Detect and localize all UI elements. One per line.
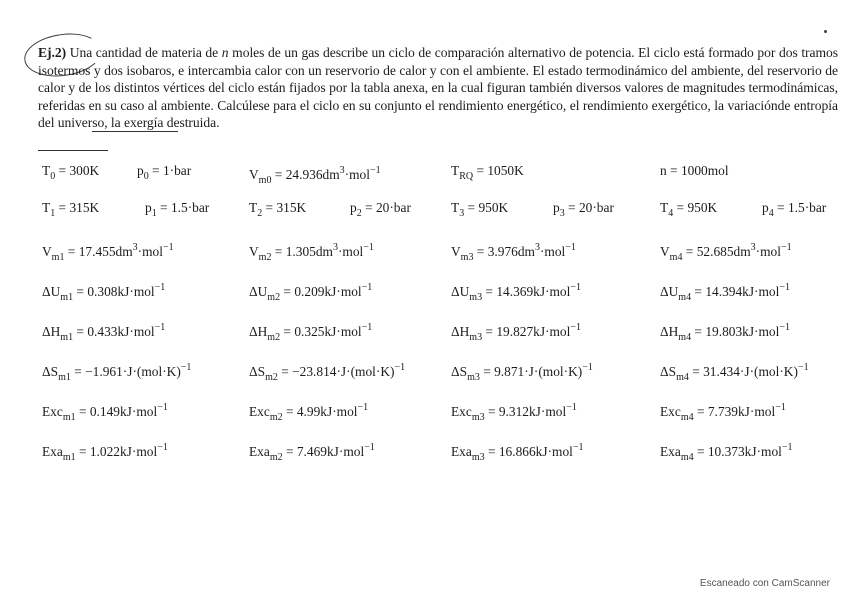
equals-sign: = — [75, 444, 90, 459]
quantity-value: 300K — [69, 163, 100, 178]
quantity-cell — [249, 199, 306, 223]
unit-exponent: −1 — [364, 442, 375, 453]
quantity-value: 4.99kJ·mol — [296, 404, 358, 419]
quantity-value: 24.936dm — [285, 167, 340, 182]
problem-statement — [38, 44, 838, 132]
equals-sign: = — [673, 200, 688, 215]
quantity-cell — [451, 439, 584, 467]
unit-exponent: 3 — [750, 242, 756, 253]
quantity-value: 0.149kJ·mol — [89, 404, 158, 419]
equals-sign: = — [271, 244, 286, 259]
quantity-symbol: T — [451, 163, 460, 178]
equals-sign: = — [73, 324, 88, 339]
quantity-symbol: p — [762, 200, 769, 215]
quantity-symbol: ΔS — [451, 364, 468, 379]
quantity-cell — [451, 199, 508, 223]
quantity-subscript: m4 — [680, 412, 694, 423]
equals-sign: = — [75, 404, 90, 419]
quantity-symbol: V — [42, 244, 52, 259]
quantity-symbol: ΔS — [42, 364, 59, 379]
equals-sign: = — [73, 284, 88, 299]
quantity-value: 16.866kJ·mol — [498, 444, 573, 459]
quantity-value: 1000mol — [680, 163, 729, 178]
quantity-cell — [249, 319, 372, 347]
quantity-subscript: m2 — [269, 452, 283, 463]
quantity-symbol: V — [249, 244, 259, 259]
unit-exponent: 3 — [332, 242, 338, 253]
unit-exponent: −1 — [180, 362, 192, 373]
quantity-value: 1.305dm — [285, 244, 333, 259]
quantity-subscript: m4 — [676, 372, 689, 383]
quantity-value: 20·bar — [578, 200, 614, 215]
quantity-subscript: m4 — [669, 252, 683, 263]
equals-sign: = — [691, 324, 706, 339]
quantity-value: 0.325kJ·mol — [294, 324, 362, 339]
quantity-symbol: n — [660, 163, 667, 178]
quantity-symbol: T — [42, 200, 51, 215]
unit-exponent: −1 — [361, 322, 373, 333]
quantity-subscript: m1 — [62, 412, 76, 423]
unit-exponent: −1 — [361, 282, 373, 293]
moles-symbol: n — [221, 45, 229, 60]
handwritten-underline — [38, 150, 108, 151]
quantity-cell — [42, 162, 99, 186]
quantity-cell — [660, 439, 793, 467]
equals-sign: = — [564, 200, 579, 215]
quantity-cell — [451, 162, 524, 186]
quantity-symbol: ΔH — [660, 324, 679, 339]
equals-sign: = — [156, 200, 171, 215]
quantity-subscript: m2 — [267, 332, 281, 343]
equals-sign: = — [277, 364, 293, 379]
quantity-value: 20·bar — [375, 200, 411, 215]
quantity-subscript: m1 — [60, 292, 74, 303]
quantity-value: 315K — [69, 200, 100, 215]
quantity-subscript: m1 — [60, 332, 74, 343]
unit-exponent: −1 — [779, 282, 790, 293]
unit-exponent: −1 — [566, 402, 577, 413]
table-row — [42, 199, 842, 239]
quantity-subscript: m2 — [267, 292, 281, 303]
unit-exponent: −1 — [369, 165, 381, 176]
equals-sign: = — [464, 200, 479, 215]
equals-sign: = — [693, 444, 708, 459]
quantity-cell — [553, 199, 614, 223]
equals-sign: = — [693, 404, 708, 419]
quantity-subscript: 3 — [559, 208, 565, 219]
equals-sign: = — [70, 364, 86, 379]
unit-exponent: −1 — [154, 322, 166, 333]
quantity-subscript: m4 — [680, 452, 694, 463]
quantity-subscript: m3 — [460, 252, 474, 263]
quantity-cell — [451, 319, 581, 347]
unit-exponent: −1 — [780, 242, 792, 253]
quantity-subscript: m2 — [269, 412, 283, 423]
quantity-subscript: m3 — [469, 292, 483, 303]
equals-sign: = — [479, 364, 495, 379]
quantity-cell — [42, 439, 168, 467]
table-row — [42, 399, 842, 439]
quantity-value: 3.976dm — [487, 244, 535, 259]
quantity-symbol: p — [145, 200, 152, 215]
quantity-cell — [660, 359, 809, 387]
quantity-cell — [249, 279, 372, 307]
equals-sign: = — [482, 324, 497, 339]
quantity-symbol: T — [660, 200, 669, 215]
quantity-value: 315K — [276, 200, 307, 215]
quantity-symbol: ΔU — [451, 284, 470, 299]
quantity-value: 0.433kJ·mol — [87, 324, 155, 339]
equals-sign: = — [148, 163, 163, 178]
unit-tail: ·mol — [337, 244, 364, 259]
quantity-subscript: m4 — [678, 292, 692, 303]
quantity-cell — [660, 279, 790, 307]
scanner-watermark: Escaneado con CamScanner — [699, 578, 830, 589]
quantity-cell — [451, 239, 576, 267]
unit-exponent: 3 — [132, 242, 138, 253]
equals-sign: = — [361, 200, 376, 215]
quantity-subscript: 4 — [768, 208, 774, 219]
quantity-symbol: Exc — [249, 404, 270, 419]
unit-exponent: −1 — [157, 402, 168, 413]
quantity-subscript: m1 — [58, 372, 71, 383]
quantity-subscript: 0 — [143, 171, 149, 182]
quantity-symbol: Exa — [451, 444, 472, 459]
quantity-cell — [145, 199, 209, 223]
quantity-subscript: m1 — [51, 252, 65, 263]
quantity-value: 19.827kJ·mol — [496, 324, 571, 339]
quantity-cell — [660, 239, 792, 267]
equals-sign: = — [55, 163, 70, 178]
equals-sign: = — [484, 404, 499, 419]
quantity-cell — [137, 162, 191, 186]
quantity-cell — [42, 279, 165, 307]
quantity-symbol: T — [42, 163, 51, 178]
table-row — [42, 319, 842, 359]
unit-exponent: −1 — [565, 242, 576, 253]
equals-sign: = — [280, 324, 295, 339]
equals-sign: = — [282, 404, 297, 419]
quantity-cell — [249, 359, 405, 387]
table-row — [42, 359, 842, 399]
quantity-cell — [660, 399, 786, 427]
table-row — [42, 239, 842, 279]
equals-sign: = — [280, 284, 295, 299]
quantity-cell — [42, 199, 99, 223]
quantity-subscript: m2 — [258, 252, 272, 263]
quantity-cell — [660, 319, 790, 347]
unit-exponent: −1 — [363, 242, 374, 253]
handwritten-underline — [92, 131, 178, 132]
unit-exponent: −1 — [572, 442, 584, 453]
quantity-subscript: 1 — [50, 208, 56, 219]
table-row — [42, 279, 842, 319]
table-row — [42, 162, 842, 199]
quantity-subscript: m2 — [265, 372, 278, 383]
quantity-value: 0.209kJ·mol — [294, 284, 362, 299]
quantity-symbol: ΔH — [42, 324, 61, 339]
unit-exponent: −1 — [779, 322, 790, 333]
quantity-value: 950K — [478, 200, 509, 215]
quantity-cell — [42, 359, 191, 387]
unit-exponent: −1 — [582, 362, 593, 373]
quantity-value: 52.685dm — [696, 244, 751, 259]
quantity-cell — [42, 399, 168, 427]
equals-sign: = — [484, 444, 499, 459]
quantity-value: 19.803kJ·mol — [705, 324, 780, 339]
statement-text-rest: moles de un gas describe un ciclo de comparación alternativo de potencia. El ciclo está formado por dos tramos isotermos y dos isobaros, e intercambia calor con un reservorio de calor y con el ambiente. El estado termodinámico del ambiente, del reservorio de calor y de los distintos vértices del ciclo están fijados por la tabla anexa, en la cual figuran también diversos valores de magnitudes termodinámicas, referidas en su caso al ambiente. Calcúlese para el ciclo en su conjunto el rendimiento energético, el rendimiento exergético, la variaciónde entropía del universo, la exergía destruida. — [38, 45, 839, 131]
quantity-value: −23.814·J·(mol·K) — [292, 364, 395, 379]
quantity-symbol: Exc — [660, 404, 681, 419]
quantity-cell — [451, 279, 581, 307]
quantity-value: 31.434·J·(mol·K) — [703, 364, 798, 379]
quantity-value: 7.739kJ·mol — [707, 404, 776, 419]
quantity-subscript: m3 — [471, 412, 485, 423]
quantity-value: −1.961·J·(mol·K) — [85, 364, 181, 379]
quantity-symbol: ΔS — [660, 364, 677, 379]
quantity-value: 1050K — [487, 163, 524, 178]
quantity-subscript: 1 — [151, 208, 157, 219]
quantity-value: 1.5·bar — [787, 200, 827, 215]
equals-sign: = — [691, 284, 706, 299]
quantity-value: 9.312kJ·mol — [498, 404, 567, 419]
quantity-symbol: ΔH — [451, 324, 470, 339]
quantity-symbol: ΔU — [660, 284, 679, 299]
equals-sign: = — [282, 444, 297, 459]
equals-sign: = — [666, 163, 681, 178]
quantity-subscript: m4 — [678, 332, 692, 343]
unit-tail: ·mol — [539, 244, 566, 259]
quantity-subscript: m3 — [469, 332, 483, 343]
unit-exponent: −1 — [775, 402, 786, 413]
quantity-subscript: 2 — [356, 208, 362, 219]
quantity-symbol: T — [451, 200, 460, 215]
quantity-symbol: ΔH — [249, 324, 268, 339]
quantity-value: 1.022kJ·mol — [89, 444, 158, 459]
equals-sign: = — [473, 244, 488, 259]
quantity-subscript: 3 — [459, 208, 465, 219]
quantity-symbol: Exa — [42, 444, 63, 459]
quantity-symbol: V — [660, 244, 670, 259]
unit-exponent: −1 — [570, 282, 581, 293]
quantity-subscript: m3 — [467, 372, 480, 383]
quantity-symbol: ΔS — [249, 364, 266, 379]
quantity-symbol: Exa — [249, 444, 270, 459]
quantity-symbol: ΔU — [249, 284, 268, 299]
quantity-value: 17.455dm — [78, 244, 133, 259]
equals-sign: = — [55, 200, 70, 215]
quantity-cell — [249, 239, 374, 267]
equals-sign: = — [773, 200, 788, 215]
scan-speck — [824, 30, 827, 33]
data-table — [42, 162, 842, 479]
quantity-subscript: RQ — [459, 171, 474, 182]
unit-exponent: −1 — [162, 242, 174, 253]
quantity-cell — [249, 399, 368, 427]
quantity-subscript: 0 — [50, 171, 56, 182]
quantity-cell — [42, 239, 174, 267]
quantity-symbol: V — [249, 167, 259, 182]
exercise-label: Ej.2) — [38, 45, 67, 60]
equals-sign: = — [473, 163, 488, 178]
quantity-cell — [42, 319, 165, 347]
unit-tail: ·mol — [344, 167, 370, 182]
quantity-symbol: p — [350, 200, 357, 215]
quantity-value: 950K — [687, 200, 718, 215]
equals-sign: = — [64, 244, 79, 259]
statement-text-start: Una cantidad de materia de — [69, 45, 219, 60]
equals-sign: = — [688, 364, 704, 379]
unit-exponent: −1 — [570, 322, 581, 333]
quantity-value: 7.469kJ·mol — [296, 444, 365, 459]
quantity-cell — [660, 162, 729, 180]
quantity-cell — [249, 439, 375, 467]
quantity-value: 14.394kJ·mol — [705, 284, 780, 299]
quantity-cell — [762, 199, 826, 223]
quantity-value: 0.308kJ·mol — [87, 284, 155, 299]
quantity-symbol: ΔU — [42, 284, 61, 299]
quantity-subscript: m3 — [471, 452, 485, 463]
quantity-value: 10.373kJ·mol — [707, 444, 782, 459]
quantity-value: 9.871·J·(mol·K) — [494, 364, 583, 379]
quantity-subscript: 4 — [668, 208, 674, 219]
table-row — [42, 439, 842, 479]
quantity-cell — [451, 359, 593, 387]
quantity-symbol: p — [137, 163, 144, 178]
unit-tail: ·mol — [755, 244, 781, 259]
quantity-subscript: m1 — [62, 452, 76, 463]
unit-exponent: −1 — [797, 362, 809, 373]
quantity-value: 14.369kJ·mol — [496, 284, 571, 299]
equals-sign: = — [682, 244, 697, 259]
quantity-symbol: T — [249, 200, 258, 215]
unit-exponent: −1 — [154, 282, 166, 293]
quantity-symbol: p — [553, 200, 560, 215]
quantity-value: 1·bar — [162, 163, 192, 178]
quantity-symbol: Exc — [42, 404, 63, 419]
quantity-cell — [249, 162, 381, 190]
quantity-cell — [660, 199, 717, 223]
quantity-subscript: m0 — [258, 175, 272, 186]
quantity-subscript: 2 — [257, 208, 263, 219]
quantity-symbol: Exc — [451, 404, 472, 419]
unit-exponent: −1 — [357, 402, 369, 413]
unit-tail: ·mol — [137, 244, 163, 259]
quantity-value: 1.5·bar — [170, 200, 210, 215]
equals-sign: = — [271, 167, 286, 182]
equals-sign: = — [262, 200, 277, 215]
unit-exponent: −1 — [394, 362, 406, 373]
unit-exponent: 3 — [534, 242, 540, 253]
quantity-cell — [350, 199, 411, 223]
equals-sign: = — [482, 284, 497, 299]
unit-exponent: 3 — [339, 165, 345, 176]
unit-exponent: −1 — [157, 442, 168, 453]
unit-exponent: −1 — [781, 442, 793, 453]
quantity-symbol: Exa — [660, 444, 681, 459]
quantity-cell — [451, 399, 577, 427]
quantity-symbol: V — [451, 244, 461, 259]
